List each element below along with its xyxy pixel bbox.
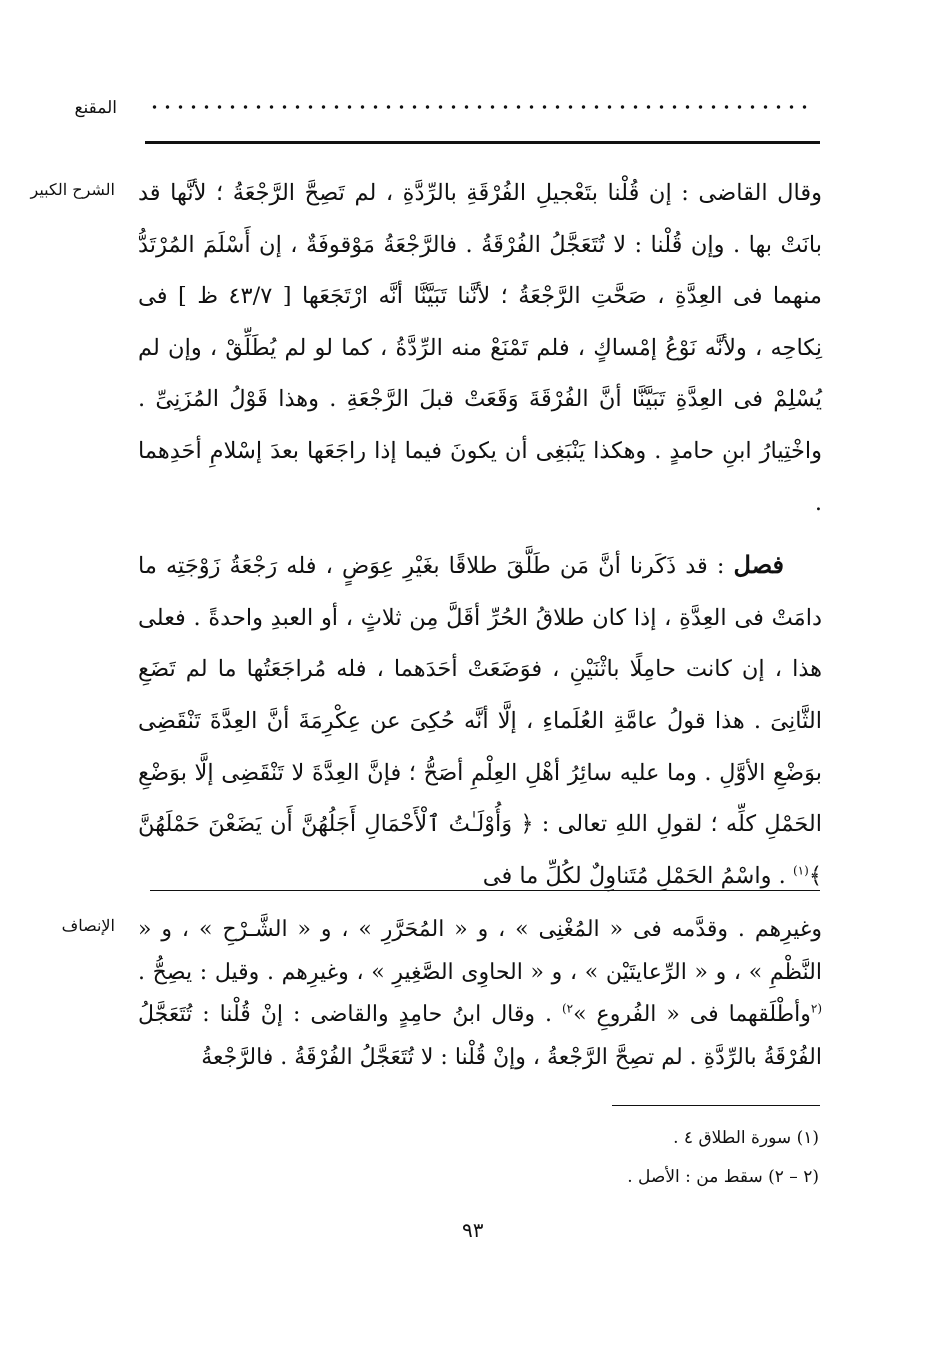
footnote-ref-2-close: ٢) — [561, 1001, 574, 1016]
running-header-title: المقنع — [74, 98, 117, 118]
paragraph-2-body: : قد ذَكَرنا أنَّ مَن طَلَّقَ طلاقًا بغَيْرِ عِوَضٍ ، فله رَجْعَةُ زَوْجَتِه ما دامَتْ فى العِدَّةِ ، إذا كان طلاقُ الحُرِّ أقَلَّ مِن ثلاثٍ ، أو العبدِ واحدةً . فعلى هذا ، إن كانت حامِلًا باثْنَيْنِ ، فوَضَعَتْ أحَدَهما ، فله مُراجَعَتُها ما لم تَضَعِ الثَّانِىَ . هذا قولُ عامَّةِ العُلَماءِ ، إلَّا أنَّه حُكِىَ عن عِكْرِمَةَ أنَّ العِدَّةَ تَنْقَضِى بوَضْعِ الأوَّلِ . وما عليه سائِرُ أهْلِ العِلْمِ أصَحُّ ؛ فإنَّ العِدَّةَ لا تَنْقَضِى إلَّا بوَضْعِ الحَمْلِ كلِّه ؛ لقولِ اللهِ تعالى : ﴿ وَأُوْلَـٰتُ ٱلْأَحْمَالِ أَجَلُهُنَّ أَن يَضَعْنَ حَمْلَهُنَّ ﴾ — [138, 553, 822, 889]
side-label-insaf: الإنصاف — [61, 916, 115, 935]
insaf-text-c: . وقال ابنُ حامِدٍ والقاضى : إنْ قُلْنا : تُتَعَجَّلُ الفُرْقَةُ بالرِّدَّةِ . لم تصِحَّ الرَّجْعةُ ، وإنْ قُلْنا : لا تُتَعَجَّلُ الفُرْقَةُ . فالرَّجْعةُ — [138, 1002, 822, 1070]
footnote-ref-2-open: (٢ — [810, 1001, 822, 1016]
header-rule — [145, 141, 820, 144]
footnote-2: (٢ – ٢) سقط من : الأصل . — [627, 1167, 819, 1187]
side-label-sharh: الشرح الكبير — [30, 180, 115, 199]
sharh-text-block — [138, 168, 822, 902]
page-number: ٩٣ — [462, 1218, 484, 1242]
insaf-text-block — [138, 909, 822, 1079]
footnote-ref-1: (١) — [792, 863, 809, 878]
paragraph-2-tail: . واسْمُ الحَمْلِ مُتَناوِلٌ لكُلِّ ما فى — [482, 862, 786, 889]
fasl-heading: فصل — [733, 550, 784, 580]
header-dotted-line — [148, 103, 813, 111]
insaf-text-b: وأطْلَقهما فى « الفُروعِ » — [573, 1002, 811, 1027]
paragraph-1: وقال القاضى : إن قُلْنا بتَعْجيلِ الفُرْقَةِ بالرِّدَّةِ ، لم تَصِحَّ الرَّجْعَةُ ؛ لأنَّها قد بانَتْ بها . وإن قُلْنا : لا تُتَعَجَّلُ الفُرْقَةُ . فالرَّجْعَةُ مَوْقوفَةٌ ، إن أَسْلَمَ المُرْتَدُّ منهما فى العِدَّةِ ، صَحَّتِ الرَّجْعَةُ ؛ لأنَّنا تَبَيَّنَّا أنَّه ارْتَجَعَها [ ٤٣/٧ ظ ] فى نِكاحِه ، ولأنَّه نَوْعُ إمْساكٍ ، فلم تَمْنَعْ منه الرِّدَّةُ ، كما لو لم يُطَلِّقْ ، وإن لم يُسْلِمْ فى العِدَّةِ تَبَيَّنَّا أنَّ الفُرْقَةَ وَقَعَتْ قبلَ الرَّجْعَةِ . وهذا قَوْلُ المُزَنِىِّ . واخْتِيارُ ابنِ حامدٍ . وهكذا يَنْبَغِى أن يكونَ فيما إذا راجَعَها بعدَ إسْلامِ أحَدِهما . — [138, 180, 822, 516]
insaf-text-a: وغيرِهم . وقدَّمه فى « المُغْنِى » ، و « المُحَرَّرِ » ، و « الشَّـرْحِ » ، و « النَّظْمِ » ، و « الرِّعايتَيْن » ، و « الحاوِى الصَّغِيرِ » ، وغيرِهم . وقيل : يصِحُّ . — [138, 917, 822, 985]
section-divider — [150, 890, 820, 891]
footnote-1: (١) سورة الطلاق ٤ . — [673, 1128, 819, 1148]
paragraph-2 — [138, 539, 822, 902]
footnote-rule — [612, 1105, 820, 1106]
